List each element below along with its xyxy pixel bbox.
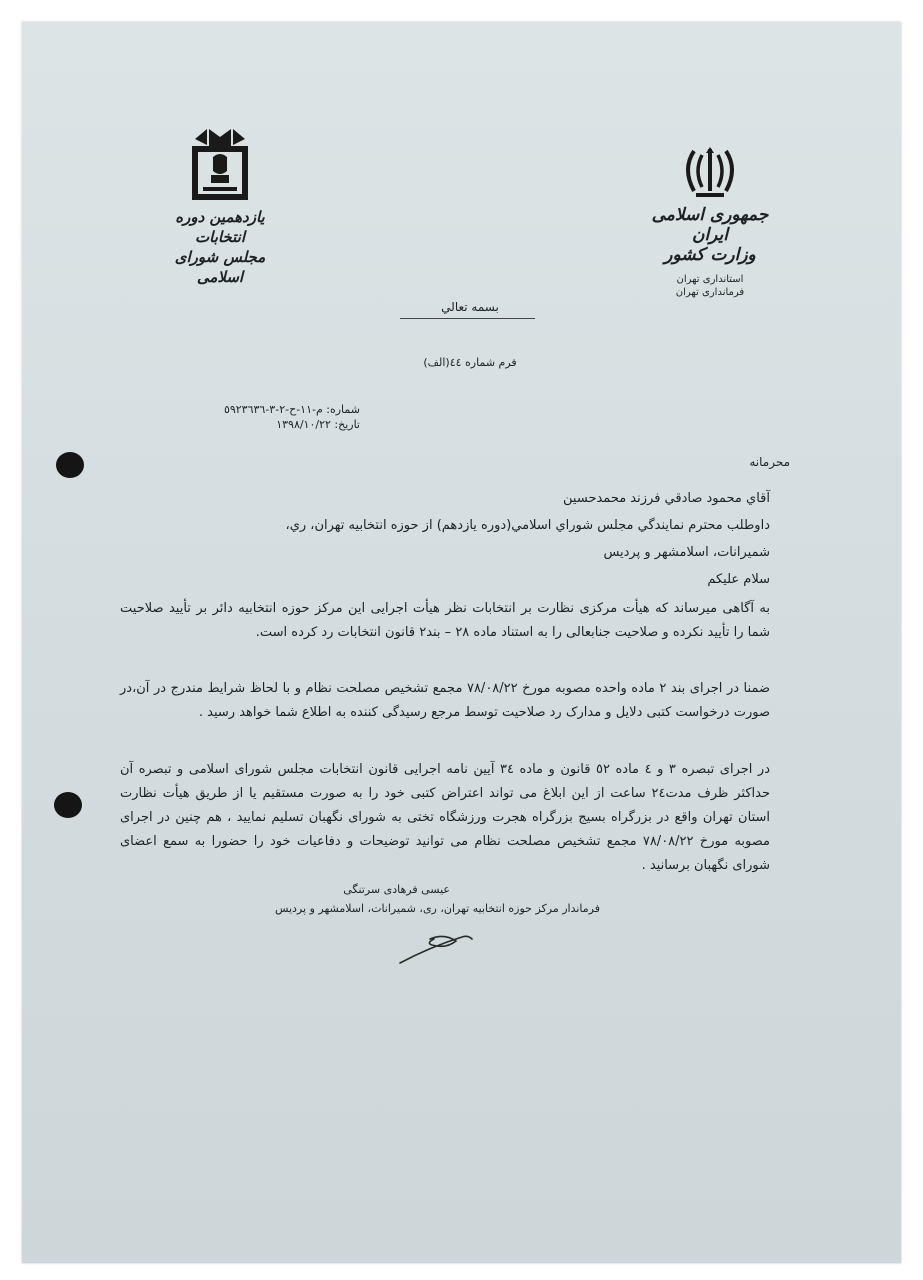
election-logo-line2: مجلس شورای اسلامی — [174, 248, 266, 286]
election-logo-line1: یازدهمین دوره انتخابات — [175, 208, 265, 246]
ministry-logo — [640, 145, 780, 299]
ballot-box-icon — [189, 125, 251, 203]
ministry-sub1: استانداری تهران — [676, 274, 744, 285]
confidential-label: محرمانه — [749, 455, 790, 469]
ministry-logo-line2: وزارت کشور — [664, 245, 756, 265]
paragraph-2: ضمنا در اجرای بند ۲ ماده واحده مصوبه مورخ ۷۸/۰۸/۲۲ مجمع تشخیص مصلحت نظام و با لحاظ شرایط مندرج در آن،در صورت درخواست کتبی دلایل و مدارک رد صلاحیت توسط مرجع رسیدگی کننده به اطلاع شما خواهد رسید . — [120, 681, 770, 720]
signature-block — [220, 880, 600, 918]
reference-number: شماره: م-١١-ح-٢-٣-٥٩٢٣٦٣٦ — [223, 403, 360, 416]
punch-hole-bottom — [54, 792, 82, 818]
signatory-name: عیسی فرهادی سرتنگی — [343, 883, 450, 896]
reference-block — [200, 402, 360, 432]
greeting: سلام عليكم — [707, 572, 770, 587]
reference-date: تاریخ: ١٣٩٨/١٠/٢٢ — [276, 418, 360, 431]
iran-emblem-icon — [680, 145, 740, 201]
paragraph-1: به آگاهی میرساند که هیأت مرکزی نظارت بر انتخابات نظر هیأت اجرایی این مرکز حوزه انتخابیه دائر بر تأیید صلاحیت شما را تأیید نکرده و صلاحیت جنابعالی را به استناد ماده ۲۸ – بند۲ قانون انتخابات رد کرده است. — [120, 601, 770, 640]
heading-rule — [400, 318, 535, 319]
signatory-title: فرماندار مرکز حوزه انتخابیه تهران، ری، شمیرانات، اسلامشهر و پردیس — [274, 902, 600, 915]
ministry-sub2: فرمانداری تهران — [675, 287, 745, 298]
addressee-line2: داوطلب محترم نمايندگي مجلس شوراي اسلامي(دوره يازدهم) از حوزه انتخابيه تهران، ري، — [285, 518, 770, 533]
punch-hole-top — [56, 452, 84, 478]
ministry-logo-line1: جمهوری اسلامی ایران — [651, 205, 769, 245]
addressee-line3: شميرانات، اسلامشهر و پرديس — [603, 545, 770, 560]
form-number: فرم شماره ٤٤(الف) — [423, 356, 517, 369]
addressee-line1: آقاي محمود صادقي فرزند محمدحسين — [563, 491, 770, 506]
paragraph-3: در اجرای تبصره ۳ و ٤ ماده ٥٢ قانون و ماده ٣٤ آیین نامه اجرایی قانون انتخابات مجلس شورای اسلامی و تبصره آن حداکثر ظرف مدت٢٤ ساعت از این ابلاغ می تواند اعتراض کتبی خود را به صورت مستقیم یا از طریق هیأت نظارت استان تهران واقع در بزرگراه بسیج بزرگراه هجرت ورزشگاه تختی به شورای نگهبان تسلیم نمایید ، هم چنین در اجرای مصوبه مورخ ۷۸/۰۸/۲۲ مجمع تشخیص مصلحت نظام می توانید توضیحات و دفاعیات خود را حضورا به سمع اعضای شورای نگهبان برسانید . — [120, 762, 771, 873]
election-logo — [160, 125, 280, 287]
handwritten-signature — [390, 925, 480, 970]
heading: بسمه تعالي — [441, 300, 499, 314]
